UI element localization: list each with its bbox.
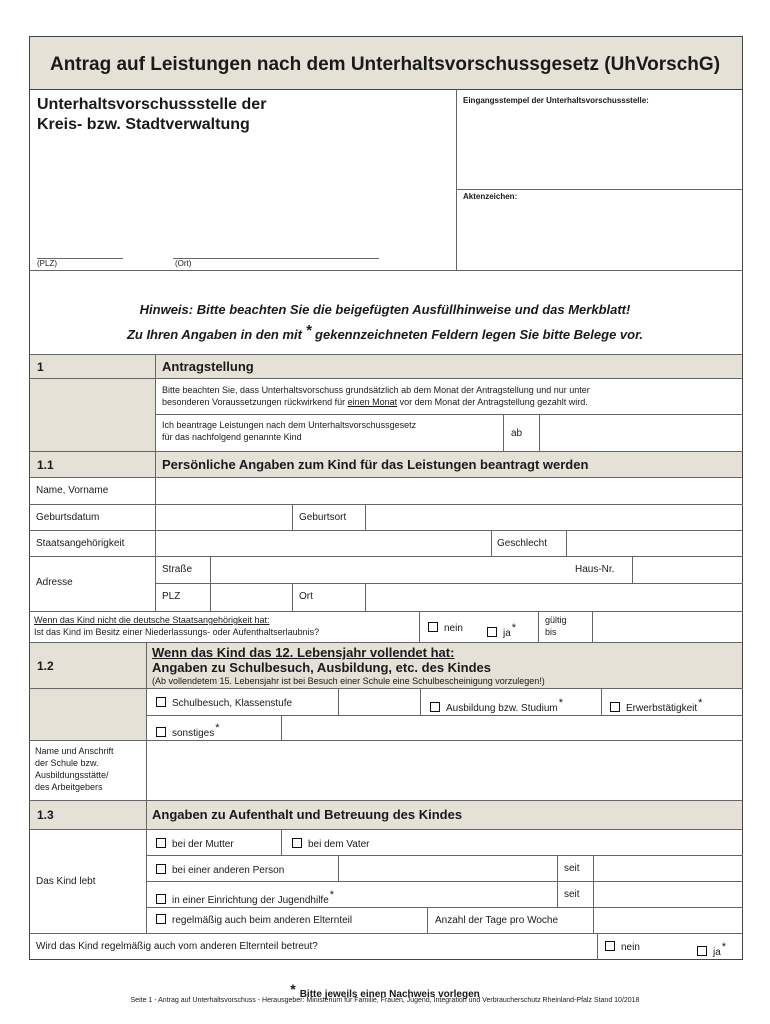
checkbox[interactable] [156,697,166,707]
office-line2: Kreis- bzw. Stadtverwaltung [37,116,250,133]
street-field[interactable] [211,557,566,583]
name-field[interactable] [156,478,742,504]
birthplace-field[interactable] [366,505,742,530]
office-line1: Unterhaltsvorschussstelle der [37,96,267,113]
care-question: Wird das Kind regelmäßig auch vom anderen Elternteil betreut? [36,941,318,952]
checkbox[interactable] [430,702,440,712]
training-option[interactable]: Ausbildung bzw. Studium* [430,697,563,714]
from-label: ab [511,428,523,439]
permit-yes-option[interactable]: ja* [487,622,516,639]
gender-label: Geschlecht [497,538,548,549]
house-number-label: Haus-Nr. [575,564,615,575]
employer-address-label-1: Name und Anschrift [35,746,114,756]
footer-page-info: Seite 1 - Antrag auf Unterhaltsvorschuss - Herausgeber: Ministerium für Familie, Frauen, Jugend, Integration und Verbraucherschutz Rheinland-Pfalz Stand 10/2018 [130,997,640,1004]
checkbox[interactable] [156,727,166,737]
nationality-label: Staatsangehörigkeit [36,538,125,549]
section-1-2-note: (Ab vollendetem 15. Lebensjahr ist bei Besuch einer Schule eine Schulbescheinigung vorzulegen!) [152,676,545,686]
stamp-label: Eingangsstempel der Unterhaltsvorschussstelle: [463,96,649,105]
file-number-label: Aktenzeichen: [463,192,518,201]
notice-line2: Zu Ihren Angaben in den mit * gekennzeichneten Feldern legen Sie bitte Belege vor. [126,322,644,342]
gender-field[interactable] [567,531,742,556]
checkbox[interactable] [156,838,166,848]
regular-other-parent-option[interactable]: regelmäßig auch beim anderen Elternteil [156,914,352,926]
address-label: Adresse [36,577,73,588]
permit-no-option[interactable]: nein [428,622,463,634]
care-no-option[interactable]: nein [605,941,640,953]
youth-welfare-since-field[interactable] [594,882,742,907]
birthdate-label: Geburtsdatum [36,512,100,523]
city-field[interactable] [366,584,742,611]
page-title: Antrag auf Leistungen nach dem Unterhaltsvorschussgesetz (UhVorschG) [49,54,721,75]
name-label: Name, Vorname [36,485,109,496]
youth-welfare-option[interactable]: in einer Einrichtung der Jugendhilfe* [156,889,334,906]
days-per-week-label: Anzahl der Tage pro Woche [435,915,559,926]
plz-label: (PLZ) [37,259,57,268]
other-person-field[interactable] [339,856,556,881]
house-number-field[interactable] [633,557,742,583]
birthdate-field[interactable] [156,505,291,530]
start-date-field[interactable] [540,415,742,451]
checkbox[interactable] [487,627,497,637]
school-option[interactable]: Schulbesuch, Klassenstufe [156,697,292,709]
days-per-week-field[interactable] [594,908,742,933]
with-father-option[interactable]: bei dem Vater [292,838,370,850]
apply-line1: Ich beantrage Leistungen nach dem Unterhaltsvorschussgesetz [162,420,417,430]
city-label: Ort [299,591,313,602]
birthplace-label: Geburtsort [299,512,347,523]
checkbox[interactable] [428,622,438,632]
employer-address-label-3: Ausbildungsstätte/ [35,770,109,780]
other-person-option[interactable]: bei einer anderen Person [156,864,284,876]
other-person-since-label: seit [564,863,580,874]
apply-line2: für das nachfolgend genannte Kind [162,432,302,442]
section-1-1-title: Persönliche Angaben zum Kind für das Leistungen beantragt werden [162,457,589,472]
nationality-field[interactable] [156,531,490,556]
employment-option[interactable]: Erwerbstätigkeit* [610,697,702,714]
section-1-title: Antragstellung [162,359,254,374]
section-1-info-line2: besonderen Voraussetzungen rückwirkend für einen Monat vor dem Monat der Antragstellung gezahlt wird. [162,397,588,407]
child-lives-label: Das Kind lebt [36,876,96,887]
school-grade-field[interactable] [339,689,419,715]
ort-label: (Ort) [175,259,192,268]
with-mother-option[interactable]: bei der Mutter [156,838,234,850]
footer-note: * Bitte jeweils einen Nachweis vorlegen [290,981,480,1000]
section-1-2-condition: Wenn das Kind das 12. Lebensjahr vollendet hat: [152,645,455,660]
checkbox[interactable] [610,702,620,712]
checkbox[interactable] [292,838,302,848]
street-label: Straße [162,564,193,575]
checkbox[interactable] [156,914,166,924]
section-1-1-number: 1.1 [37,458,54,472]
employer-address-field[interactable] [147,741,742,800]
employer-address-label-2: der Schule bzw. [35,758,99,768]
notice-line1: Hinweis: Bitte beachten Sie die beigefügten Ausfüllhinweise und das Merkblatt! [139,302,631,317]
other-person-since-field[interactable] [594,856,742,881]
checkbox[interactable] [156,894,166,904]
postcode-field[interactable] [211,584,291,611]
valid-until-label-2: bis [545,627,557,637]
postcode-label: PLZ [162,591,181,602]
youth-welfare-since-label: seit [564,889,580,900]
care-yes-option[interactable]: ja* [697,941,726,958]
section-1-info-line1: Bitte beachten Sie, dass Unterhaltsvorschuss grundsätzlich ab dem Monat der Antragstellung und nur unter [162,385,590,395]
checkbox[interactable] [605,941,615,951]
valid-until-label-1: gültig [545,615,567,625]
section-1-2-title: Angaben zu Schulbesuch, Ausbildung, etc. des Kindes [152,660,492,675]
checkbox[interactable] [697,946,707,956]
employer-address-label-4: des Arbeitgebers [35,782,103,792]
other-option[interactable]: sonstiges* [156,722,220,739]
section-1-number: 1 [37,360,44,374]
section-1-2-number: 1.2 [37,659,54,673]
checkbox[interactable] [156,864,166,874]
valid-until-field[interactable] [593,612,742,642]
permit-question-line2: Ist das Kind im Besitz einer Niederlassungs- oder Aufenthaltserlaubnis? [34,627,320,637]
permit-question-line1: Wenn das Kind nicht die deutsche Staatsangehörigkeit hat: [34,615,270,625]
section-1-3-title: Angaben zu Aufenthalt und Betreuung des Kindes [152,807,463,822]
other-text-field[interactable] [282,716,742,740]
section-1-3-number: 1.3 [37,808,54,822]
